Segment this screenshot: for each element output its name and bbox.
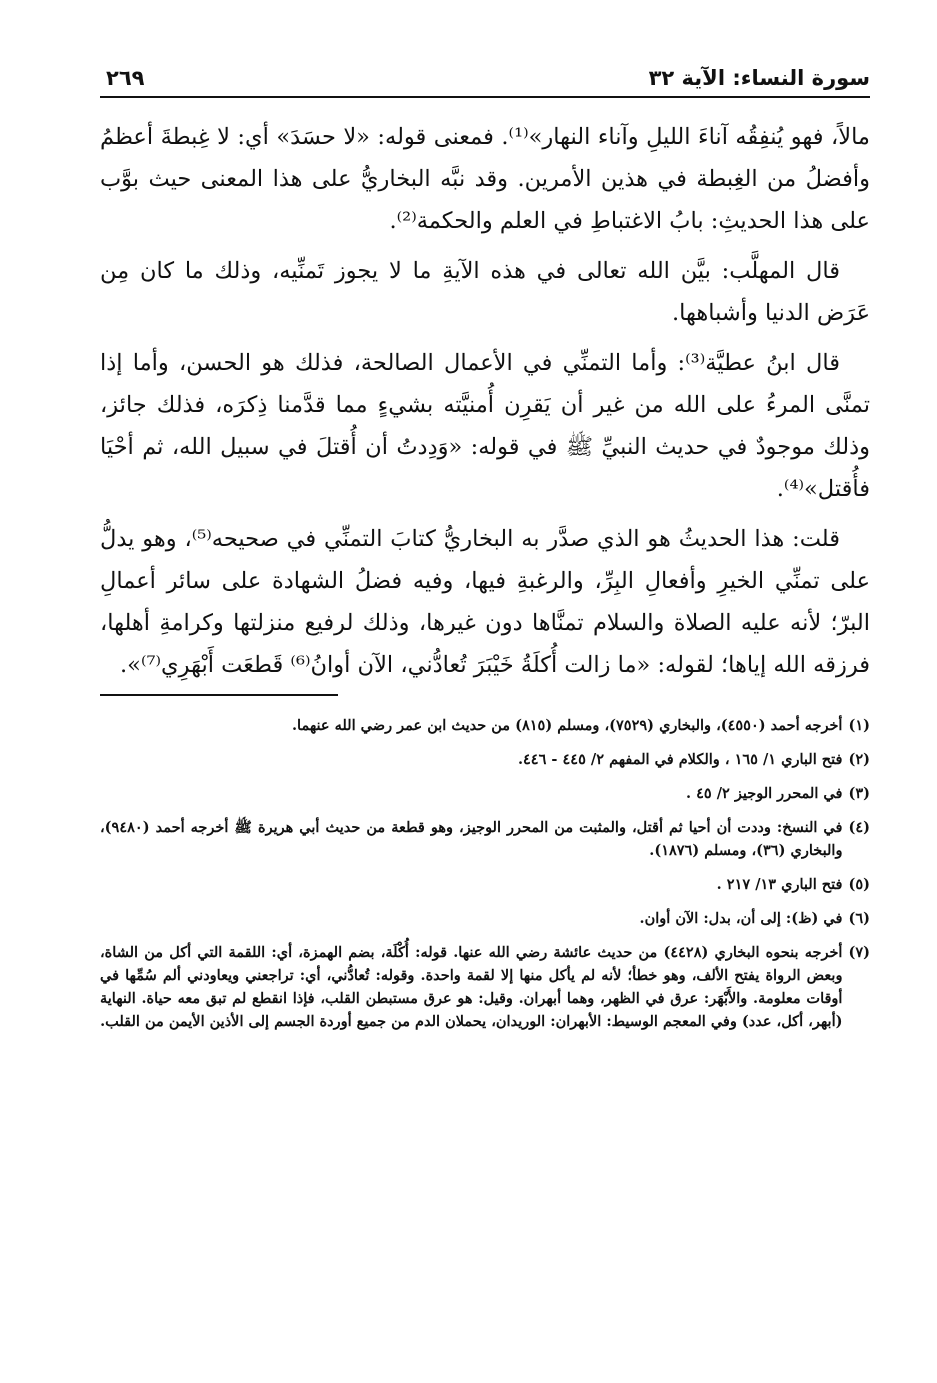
footnote	[100, 941, 870, 1033]
paragraph: قال ابنُ عطيَّة⁽³⁾: وأما التمنِّي في الأعمال الصالحة، فذلك هو الحسن، وأما إذا تمنَّى المرءُ على الله من غير أن يَقرِن أُمنيَّته بشيءٍ مما قدَّمنا ذِكرَه، فذلك جائز، وذلك موجودٌ في حديث النبيِّ ﷺ في قوله: «وَدِدتُ أن أُقتلَ في سبيل الله، ثم أحْيَا فأُقتل»⁽⁴⁾.	[100, 350, 870, 502]
footnote-number: (٣)	[848, 785, 870, 802]
running-title: سورة النساء: الآية ٣٢	[648, 66, 870, 90]
footnotes	[100, 714, 870, 1033]
footnote-number: (١)	[848, 717, 870, 734]
footnote-number: (٧)	[848, 944, 870, 961]
footnote-number: (٢)	[848, 751, 870, 768]
footnote-text: في المحرر الوجيز ٢/ ٤٥ .	[685, 785, 843, 802]
footnote-text: فتح الباري ١/ ١٦٥ ، والكلام في المفهم ٢/ ٤٤٥ - ٤٤٦.	[517, 751, 843, 768]
footnote	[100, 748, 870, 771]
footnote-text: أخرجه أحمد (٤٥٥٠)، والبخاري (٧٥٢٩)، ومسلم (٨١٥) من حديث ابن عمر رضي الله عنهما.	[292, 717, 843, 734]
footnote-number: (٥)	[848, 876, 870, 893]
footnote	[100, 714, 870, 737]
paragraph: قلت: هذا الحديثُ هو الذي صدَّر به البخاريُّ كتابَ التمنِّي في صحيحه⁽⁵⁾، وهو يدلُّ على تمنِّي الخيرِ وأفعالِ البِرِّ، والرغبةِ فيها، وفيه فضلُ الشهادة على سائر أعمالِ البرّ؛ لأنه عليه الصلاة والسلام تمنَّاها دون غيرها، وذلك لرفيع منزلتها وكرامةِ أهلها، فرزقه الله إياها؛ لقوله: «ما زالت أُكلَةُ خَيْبَرَ تُعادُّني، الآن أوانُ⁽⁶⁾ قَطعَت أَبْهَرِي⁽⁷⁾».	[100, 526, 870, 678]
footnote-number: (٤)	[848, 819, 870, 836]
page-header	[100, 62, 870, 98]
book-page	[100, 62, 870, 1044]
page-number: ٢٦٩	[106, 66, 145, 90]
footnote-text: في النسخ: وددت أن أحيا ثم أقتل، والمثبت من المحرر الوجيز، وهو قطعة من حديث أبي هريرة ﷺ أخرجه أحمد (٩٤٨٠)، والبخاري (٣٦)، ومسلم (١٨٧٦).	[100, 819, 843, 859]
footnote	[100, 816, 870, 862]
paragraph: قال المهلَّب: بيَّن الله تعالى في هذه الآيةِ ما لا يجوز تَمنِّيه، وذلك ما كان مِن عَرَض الدنيا وأشباهها.	[100, 258, 870, 326]
main-text	[100, 116, 870, 686]
footnote-text: في (ظ): إلى أن، بدل: الآن أوان.	[639, 910, 843, 927]
footnote-number: (٦)	[848, 910, 870, 927]
footnote	[100, 782, 870, 805]
footnote-text: أخرجه بنحوه البخاري (٤٤٢٨) من حديث عائشة رضي الله عنها. قوله: أُكْلَة، بضم الهمزة، أي: اللقمة التي أكل من الشاة، وبعض الرواة يفتح الألف، وهو خطأ؛ لأنه لم يأكل منها إلا لقمة واحدة. وقوله: تُعادُّني، أي: تراجعني ويعاودني ألم سُمِّها في أوقات معلومة. والأَبْهَر: عرق في الظهر، وهما أبهران. وقيل: هو عرق مستبطن القلب، فإذا انقطع لم تبق معه حياة. النهاية (أبهر، أكل، عدد) وفي المعجم الوسيط: الأبهران: الوريدان، يحملان الدم من جميع أوردة الجسم إلى الأذين الأيمن من القلب.	[100, 944, 843, 1030]
footnote-separator	[100, 694, 338, 696]
footnote-text: فتح الباري ١٣/ ٢١٧ .	[716, 876, 843, 893]
paragraph: مالاً، فهو يُنفِقُه آناءَ الليلِ وآناء النهار»⁽¹⁾. فمعنى قوله: «لا حسَدَ» أي: لا غِبطةَ أعظمُ وأفضلُ من الغِبطة في هذين الأمرين. وقد نبَّه البخاريُّ على هذا المعنى حيث بوَّب على هذا الحديثِ: بابُ الاغتباطِ في العلم والحكمة⁽²⁾.	[100, 124, 870, 234]
footnote	[100, 907, 870, 930]
footnote	[100, 873, 870, 896]
